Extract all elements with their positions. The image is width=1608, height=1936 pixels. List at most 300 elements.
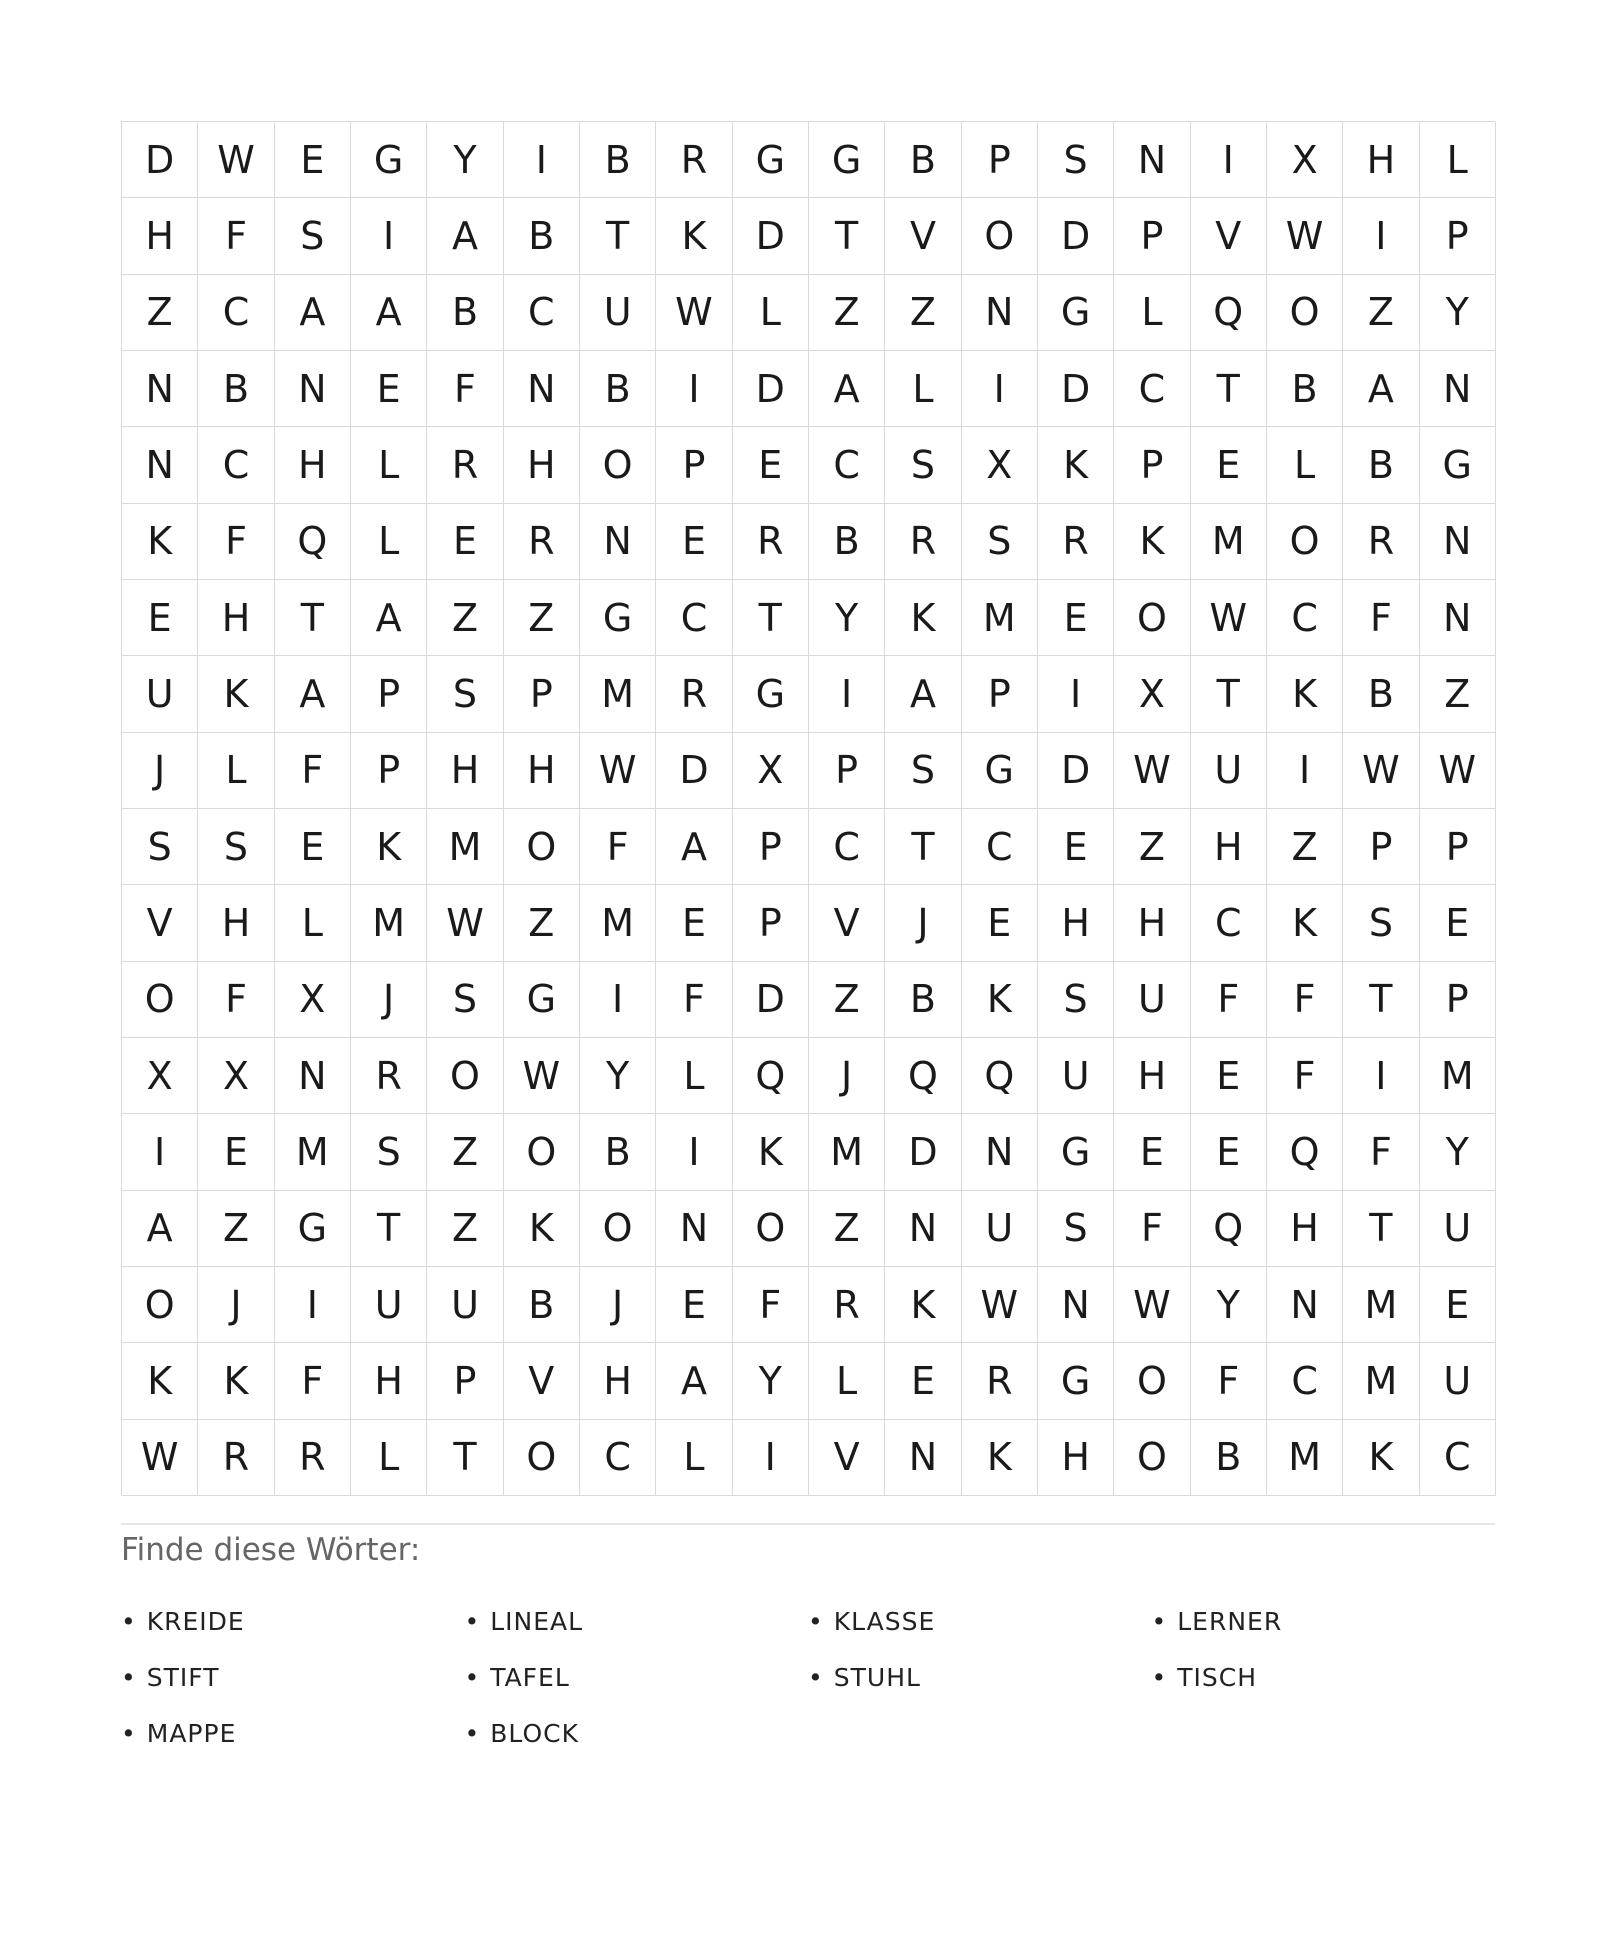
grid-cell[interactable]: P xyxy=(656,427,732,503)
grid-cell[interactable]: I xyxy=(1343,198,1419,274)
grid-cell[interactable]: J xyxy=(885,885,961,961)
grid-cell[interactable]: N xyxy=(1267,1267,1343,1343)
grid-cell[interactable]: B xyxy=(885,122,961,198)
grid-cell[interactable]: U xyxy=(351,1267,427,1343)
grid-cell[interactable]: I xyxy=(580,962,656,1038)
grid-cell[interactable]: T xyxy=(809,198,885,274)
grid-cell[interactable]: G xyxy=(580,580,656,656)
grid-cell[interactable]: I xyxy=(1038,656,1114,732)
grid-cell[interactable]: L xyxy=(1420,122,1496,198)
grid-cell[interactable]: E xyxy=(885,1343,961,1419)
grid-cell[interactable]: Y xyxy=(1191,1267,1267,1343)
grid-cell[interactable]: E xyxy=(1038,580,1114,656)
grid-cell[interactable]: F xyxy=(656,962,732,1038)
grid-cell[interactable]: S xyxy=(427,962,503,1038)
grid-cell[interactable]: I xyxy=(656,351,732,427)
grid-cell[interactable]: C xyxy=(580,1420,656,1496)
grid-cell[interactable]: F xyxy=(1343,580,1419,656)
grid-cell[interactable]: I xyxy=(122,1114,198,1190)
grid-cell[interactable]: F xyxy=(427,351,503,427)
grid-cell[interactable]: F xyxy=(1114,1191,1190,1267)
grid-cell[interactable]: N xyxy=(656,1191,732,1267)
grid-cell[interactable]: E xyxy=(1191,427,1267,503)
grid-cell[interactable]: R xyxy=(351,1038,427,1114)
grid-cell[interactable]: B xyxy=(580,1114,656,1190)
grid-cell[interactable]: E xyxy=(275,809,351,885)
grid-cell[interactable]: C xyxy=(504,275,580,351)
grid-cell[interactable]: S xyxy=(1038,1191,1114,1267)
grid-cell[interactable]: C xyxy=(656,580,732,656)
grid-cell[interactable]: E xyxy=(656,1267,732,1343)
grid-cell[interactable]: R xyxy=(275,1420,351,1496)
grid-cell[interactable]: Z xyxy=(1267,809,1343,885)
grid-cell[interactable]: A xyxy=(656,1343,732,1419)
grid-cell[interactable]: E xyxy=(198,1114,274,1190)
grid-cell[interactable]: W xyxy=(962,1267,1038,1343)
grid-cell[interactable]: P xyxy=(351,656,427,732)
grid-cell[interactable]: G xyxy=(809,122,885,198)
grid-cell[interactable]: X xyxy=(733,733,809,809)
grid-cell[interactable]: G xyxy=(1420,427,1496,503)
grid-cell[interactable]: Q xyxy=(733,1038,809,1114)
grid-cell[interactable]: P xyxy=(1420,809,1496,885)
grid-cell[interactable]: C xyxy=(1191,885,1267,961)
grid-cell[interactable]: O xyxy=(1267,275,1343,351)
grid-cell[interactable]: T xyxy=(1191,656,1267,732)
grid-cell[interactable]: A xyxy=(809,351,885,427)
grid-cell[interactable]: H xyxy=(1267,1191,1343,1267)
grid-cell[interactable]: C xyxy=(1420,1420,1496,1496)
grid-cell[interactable]: O xyxy=(504,1114,580,1190)
grid-cell[interactable]: Y xyxy=(1420,275,1496,351)
grid-cell[interactable]: Z xyxy=(427,580,503,656)
grid-cell[interactable]: M xyxy=(1420,1038,1496,1114)
grid-cell[interactable]: N xyxy=(885,1191,961,1267)
grid-cell[interactable]: Z xyxy=(504,885,580,961)
grid-cell[interactable]: A xyxy=(427,198,503,274)
grid-cell[interactable]: N xyxy=(885,1420,961,1496)
grid-cell[interactable]: M xyxy=(1343,1267,1419,1343)
grid-cell[interactable]: R xyxy=(198,1420,274,1496)
grid-cell[interactable]: S xyxy=(962,504,1038,580)
grid-cell[interactable]: W xyxy=(656,275,732,351)
grid-cell[interactable]: W xyxy=(1191,580,1267,656)
grid-cell[interactable]: I xyxy=(656,1114,732,1190)
grid-cell[interactable]: Y xyxy=(809,580,885,656)
grid-cell[interactable]: D xyxy=(1038,733,1114,809)
grid-cell[interactable]: I xyxy=(504,122,580,198)
grid-cell[interactable]: S xyxy=(198,809,274,885)
grid-cell[interactable]: A xyxy=(351,275,427,351)
grid-cell[interactable]: Q xyxy=(962,1038,1038,1114)
grid-cell[interactable]: P xyxy=(733,885,809,961)
grid-cell[interactable]: R xyxy=(1343,504,1419,580)
grid-cell[interactable]: H xyxy=(122,198,198,274)
grid-cell[interactable]: G xyxy=(275,1191,351,1267)
grid-cell[interactable]: R xyxy=(1038,504,1114,580)
grid-cell[interactable]: A xyxy=(1343,351,1419,427)
grid-cell[interactable]: L xyxy=(351,504,427,580)
grid-cell[interactable]: K xyxy=(733,1114,809,1190)
grid-cell[interactable]: Z xyxy=(809,1191,885,1267)
grid-cell[interactable]: O xyxy=(504,809,580,885)
grid-cell[interactable]: C xyxy=(809,427,885,503)
grid-cell[interactable]: J xyxy=(351,962,427,1038)
grid-cell[interactable]: R xyxy=(809,1267,885,1343)
grid-cell[interactable]: P xyxy=(427,1343,503,1419)
grid-cell[interactable]: I xyxy=(809,656,885,732)
grid-cell[interactable]: R xyxy=(427,427,503,503)
grid-cell[interactable]: I xyxy=(1191,122,1267,198)
grid-cell[interactable]: X xyxy=(1267,122,1343,198)
grid-cell[interactable]: V xyxy=(885,198,961,274)
grid-cell[interactable]: T xyxy=(275,580,351,656)
grid-cell[interactable]: N xyxy=(1420,580,1496,656)
grid-cell[interactable]: F xyxy=(1267,962,1343,1038)
grid-cell[interactable]: I xyxy=(962,351,1038,427)
grid-cell[interactable]: Q xyxy=(275,504,351,580)
grid-cell[interactable]: Y xyxy=(427,122,503,198)
grid-cell[interactable]: O xyxy=(122,962,198,1038)
grid-cell[interactable]: P xyxy=(809,733,885,809)
grid-cell[interactable]: G xyxy=(1038,1114,1114,1190)
grid-cell[interactable]: H xyxy=(1114,1038,1190,1114)
grid-cell[interactable]: O xyxy=(1114,1343,1190,1419)
grid-cell[interactable]: D xyxy=(733,351,809,427)
grid-cell[interactable]: G xyxy=(1038,275,1114,351)
grid-cell[interactable]: H xyxy=(198,580,274,656)
grid-cell[interactable]: B xyxy=(427,275,503,351)
grid-cell[interactable]: L xyxy=(656,1420,732,1496)
grid-cell[interactable]: B xyxy=(1191,1420,1267,1496)
grid-cell[interactable]: E xyxy=(122,580,198,656)
grid-cell[interactable]: K xyxy=(198,656,274,732)
grid-cell[interactable]: D xyxy=(733,198,809,274)
grid-cell[interactable]: R xyxy=(656,122,732,198)
grid-cell[interactable]: K xyxy=(885,1267,961,1343)
grid-cell[interactable]: A xyxy=(275,275,351,351)
grid-cell[interactable]: V xyxy=(809,885,885,961)
grid-cell[interactable]: F xyxy=(733,1267,809,1343)
grid-cell[interactable]: Z xyxy=(885,275,961,351)
grid-cell[interactable]: T xyxy=(1343,962,1419,1038)
grid-cell[interactable]: Y xyxy=(733,1343,809,1419)
grid-cell[interactable]: B xyxy=(885,962,961,1038)
grid-cell[interactable]: F xyxy=(1343,1114,1419,1190)
grid-cell[interactable]: G xyxy=(504,962,580,1038)
grid-cell[interactable]: C xyxy=(198,427,274,503)
grid-cell[interactable]: P xyxy=(1114,427,1190,503)
grid-cell[interactable]: G xyxy=(733,122,809,198)
grid-cell[interactable]: V xyxy=(1191,198,1267,274)
grid-cell[interactable]: S xyxy=(885,733,961,809)
grid-cell[interactable]: L xyxy=(885,351,961,427)
grid-cell[interactable]: Y xyxy=(580,1038,656,1114)
grid-cell[interactable]: X xyxy=(962,427,1038,503)
grid-cell[interactable]: K xyxy=(962,1420,1038,1496)
grid-cell[interactable]: K xyxy=(122,504,198,580)
grid-cell[interactable]: K xyxy=(1343,1420,1419,1496)
grid-cell[interactable]: W xyxy=(198,122,274,198)
grid-cell[interactable]: S xyxy=(351,1114,427,1190)
grid-cell[interactable]: T xyxy=(1343,1191,1419,1267)
grid-cell[interactable]: C xyxy=(962,809,1038,885)
grid-cell[interactable]: E xyxy=(1420,1267,1496,1343)
grid-cell[interactable]: C xyxy=(809,809,885,885)
grid-cell[interactable]: P xyxy=(504,656,580,732)
grid-cell[interactable]: S xyxy=(1038,962,1114,1038)
grid-cell[interactable]: J xyxy=(122,733,198,809)
grid-cell[interactable]: S xyxy=(885,427,961,503)
grid-cell[interactable]: H xyxy=(504,733,580,809)
grid-cell[interactable]: B xyxy=(198,351,274,427)
grid-cell[interactable]: N xyxy=(122,351,198,427)
grid-cell[interactable]: W xyxy=(504,1038,580,1114)
grid-cell[interactable]: M xyxy=(275,1114,351,1190)
grid-cell[interactable]: P xyxy=(1343,809,1419,885)
grid-cell[interactable]: E xyxy=(1038,809,1114,885)
grid-cell[interactable]: H xyxy=(1114,885,1190,961)
grid-cell[interactable]: F xyxy=(198,962,274,1038)
grid-cell[interactable]: X xyxy=(1114,656,1190,732)
grid-cell[interactable]: B xyxy=(504,198,580,274)
grid-cell[interactable]: O xyxy=(962,198,1038,274)
grid-cell[interactable]: F xyxy=(1191,962,1267,1038)
grid-cell[interactable]: B xyxy=(1343,427,1419,503)
grid-cell[interactable]: M xyxy=(427,809,503,885)
grid-cell[interactable]: F xyxy=(1191,1343,1267,1419)
grid-cell[interactable]: U xyxy=(1420,1191,1496,1267)
grid-cell[interactable]: B xyxy=(1267,351,1343,427)
grid-cell[interactable]: J xyxy=(580,1267,656,1343)
grid-cell[interactable]: A xyxy=(885,656,961,732)
grid-cell[interactable]: R xyxy=(504,504,580,580)
grid-cell[interactable]: P xyxy=(962,122,1038,198)
grid-cell[interactable]: P xyxy=(733,809,809,885)
grid-cell[interactable]: O xyxy=(580,1191,656,1267)
grid-cell[interactable]: H xyxy=(351,1343,427,1419)
grid-cell[interactable]: B xyxy=(580,351,656,427)
grid-cell[interactable]: D xyxy=(733,962,809,1038)
grid-cell[interactable]: W xyxy=(1114,733,1190,809)
grid-cell[interactable]: Q xyxy=(885,1038,961,1114)
grid-cell[interactable]: L xyxy=(1114,275,1190,351)
grid-cell[interactable]: T xyxy=(427,1420,503,1496)
grid-cell[interactable]: G xyxy=(1038,1343,1114,1419)
grid-cell[interactable]: T xyxy=(885,809,961,885)
grid-cell[interactable]: M xyxy=(962,580,1038,656)
grid-cell[interactable]: E xyxy=(656,885,732,961)
grid-cell[interactable]: W xyxy=(580,733,656,809)
grid-cell[interactable]: U xyxy=(1191,733,1267,809)
grid-cell[interactable]: P xyxy=(1114,198,1190,274)
grid-cell[interactable]: U xyxy=(1114,962,1190,1038)
grid-cell[interactable]: O xyxy=(1267,504,1343,580)
grid-cell[interactable]: M xyxy=(1343,1343,1419,1419)
grid-cell[interactable]: D xyxy=(885,1114,961,1190)
grid-cell[interactable]: R xyxy=(656,656,732,732)
grid-cell[interactable]: M xyxy=(351,885,427,961)
grid-cell[interactable]: N xyxy=(1114,122,1190,198)
grid-cell[interactable]: F xyxy=(275,1343,351,1419)
grid-cell[interactable]: Z xyxy=(427,1114,503,1190)
grid-cell[interactable]: E xyxy=(733,427,809,503)
grid-cell[interactable]: G xyxy=(962,733,1038,809)
grid-cell[interactable]: L xyxy=(656,1038,732,1114)
grid-cell[interactable]: L xyxy=(351,427,427,503)
grid-cell[interactable]: K xyxy=(656,198,732,274)
grid-cell[interactable]: K xyxy=(504,1191,580,1267)
grid-cell[interactable]: Z xyxy=(1343,275,1419,351)
grid-cell[interactable]: N xyxy=(504,351,580,427)
grid-cell[interactable]: M xyxy=(1267,1420,1343,1496)
grid-cell[interactable]: F xyxy=(580,809,656,885)
grid-cell[interactable]: E xyxy=(656,504,732,580)
grid-cell[interactable]: Y xyxy=(1420,1114,1496,1190)
grid-cell[interactable]: I xyxy=(1267,733,1343,809)
grid-cell[interactable]: G xyxy=(351,122,427,198)
grid-cell[interactable]: U xyxy=(962,1191,1038,1267)
grid-cell[interactable]: V xyxy=(809,1420,885,1496)
grid-cell[interactable]: S xyxy=(275,198,351,274)
grid-cell[interactable]: S xyxy=(1038,122,1114,198)
grid-cell[interactable]: F xyxy=(1267,1038,1343,1114)
grid-cell[interactable]: Q xyxy=(1191,275,1267,351)
grid-cell[interactable]: F xyxy=(198,504,274,580)
grid-cell[interactable]: K xyxy=(1267,656,1343,732)
grid-cell[interactable]: N xyxy=(275,1038,351,1114)
grid-cell[interactable]: J xyxy=(809,1038,885,1114)
grid-cell[interactable]: I xyxy=(733,1420,809,1496)
grid-cell[interactable]: N xyxy=(580,504,656,580)
grid-cell[interactable]: O xyxy=(122,1267,198,1343)
grid-cell[interactable]: L xyxy=(1267,427,1343,503)
grid-cell[interactable]: G xyxy=(733,656,809,732)
grid-cell[interactable]: N xyxy=(1420,351,1496,427)
grid-cell[interactable]: N xyxy=(122,427,198,503)
grid-cell[interactable]: O xyxy=(1114,580,1190,656)
grid-cell[interactable]: R xyxy=(733,504,809,580)
grid-cell[interactable]: W xyxy=(1420,733,1496,809)
grid-cell[interactable]: Q xyxy=(1267,1114,1343,1190)
grid-cell[interactable]: L xyxy=(275,885,351,961)
grid-cell[interactable]: E xyxy=(1191,1114,1267,1190)
grid-cell[interactable]: M xyxy=(809,1114,885,1190)
grid-cell[interactable]: K xyxy=(122,1343,198,1419)
grid-cell[interactable]: W xyxy=(1343,733,1419,809)
grid-cell[interactable]: H xyxy=(1343,122,1419,198)
grid-cell[interactable]: M xyxy=(1191,504,1267,580)
grid-cell[interactable]: H xyxy=(427,733,503,809)
grid-cell[interactable]: K xyxy=(1267,885,1343,961)
grid-cell[interactable]: M xyxy=(580,656,656,732)
grid-cell[interactable]: P xyxy=(1420,198,1496,274)
grid-cell[interactable]: P xyxy=(351,733,427,809)
grid-cell[interactable]: U xyxy=(580,275,656,351)
grid-cell[interactable]: T xyxy=(1191,351,1267,427)
grid-cell[interactable]: S xyxy=(1343,885,1419,961)
grid-cell[interactable]: E xyxy=(1114,1114,1190,1190)
grid-cell[interactable]: O xyxy=(427,1038,503,1114)
grid-cell[interactable]: A xyxy=(351,580,427,656)
grid-cell[interactable]: K xyxy=(198,1343,274,1419)
grid-cell[interactable]: Z xyxy=(122,275,198,351)
grid-cell[interactable]: Z xyxy=(809,275,885,351)
grid-cell[interactable]: Z xyxy=(1114,809,1190,885)
grid-cell[interactable]: O xyxy=(733,1191,809,1267)
grid-cell[interactable]: H xyxy=(580,1343,656,1419)
grid-cell[interactable]: Z xyxy=(427,1191,503,1267)
grid-cell[interactable]: K xyxy=(885,580,961,656)
grid-cell[interactable]: H xyxy=(198,885,274,961)
grid-cell[interactable]: N xyxy=(962,275,1038,351)
grid-cell[interactable]: J xyxy=(198,1267,274,1343)
grid-cell[interactable]: E xyxy=(351,351,427,427)
grid-cell[interactable]: S xyxy=(122,809,198,885)
grid-cell[interactable]: O xyxy=(580,427,656,503)
grid-cell[interactable]: I xyxy=(1343,1038,1419,1114)
grid-cell[interactable]: U xyxy=(122,656,198,732)
grid-cell[interactable]: C xyxy=(1267,580,1343,656)
grid-cell[interactable]: C xyxy=(1267,1343,1343,1419)
grid-cell[interactable]: X xyxy=(198,1038,274,1114)
grid-cell[interactable]: P xyxy=(1420,962,1496,1038)
grid-cell[interactable]: R xyxy=(962,1343,1038,1419)
grid-cell[interactable]: R xyxy=(885,504,961,580)
grid-cell[interactable]: C xyxy=(198,275,274,351)
grid-cell[interactable]: B xyxy=(809,504,885,580)
grid-cell[interactable]: K xyxy=(351,809,427,885)
grid-cell[interactable]: K xyxy=(1038,427,1114,503)
grid-cell[interactable]: T xyxy=(351,1191,427,1267)
grid-cell[interactable]: A xyxy=(122,1191,198,1267)
grid-cell[interactable]: Q xyxy=(1191,1191,1267,1267)
grid-cell[interactable]: Z xyxy=(198,1191,274,1267)
grid-cell[interactable]: V xyxy=(122,885,198,961)
grid-cell[interactable]: L xyxy=(351,1420,427,1496)
grid-cell[interactable]: H xyxy=(1038,885,1114,961)
grid-cell[interactable]: A xyxy=(656,809,732,885)
grid-cell[interactable]: Z xyxy=(1420,656,1496,732)
grid-cell[interactable]: L xyxy=(198,733,274,809)
grid-cell[interactable]: F xyxy=(275,733,351,809)
grid-cell[interactable]: L xyxy=(733,275,809,351)
grid-cell[interactable]: B xyxy=(1343,656,1419,732)
grid-cell[interactable]: X xyxy=(275,962,351,1038)
grid-cell[interactable]: W xyxy=(427,885,503,961)
grid-cell[interactable]: Z xyxy=(809,962,885,1038)
grid-cell[interactable]: W xyxy=(122,1420,198,1496)
grid-cell[interactable]: W xyxy=(1267,198,1343,274)
grid-cell[interactable]: S xyxy=(427,656,503,732)
grid-cell[interactable]: H xyxy=(504,427,580,503)
grid-cell[interactable]: U xyxy=(427,1267,503,1343)
grid-cell[interactable]: A xyxy=(275,656,351,732)
grid-cell[interactable]: P xyxy=(962,656,1038,732)
grid-cell[interactable]: E xyxy=(962,885,1038,961)
grid-cell[interactable]: I xyxy=(351,198,427,274)
grid-cell[interactable]: Z xyxy=(504,580,580,656)
grid-cell[interactable]: I xyxy=(275,1267,351,1343)
grid-cell[interactable]: B xyxy=(580,122,656,198)
grid-cell[interactable]: K xyxy=(962,962,1038,1038)
grid-cell[interactable]: N xyxy=(1420,504,1496,580)
grid-cell[interactable]: E xyxy=(1191,1038,1267,1114)
grid-cell[interactable]: V xyxy=(504,1343,580,1419)
grid-cell[interactable]: H xyxy=(275,427,351,503)
grid-cell[interactable]: L xyxy=(809,1343,885,1419)
grid-cell[interactable]: T xyxy=(733,580,809,656)
